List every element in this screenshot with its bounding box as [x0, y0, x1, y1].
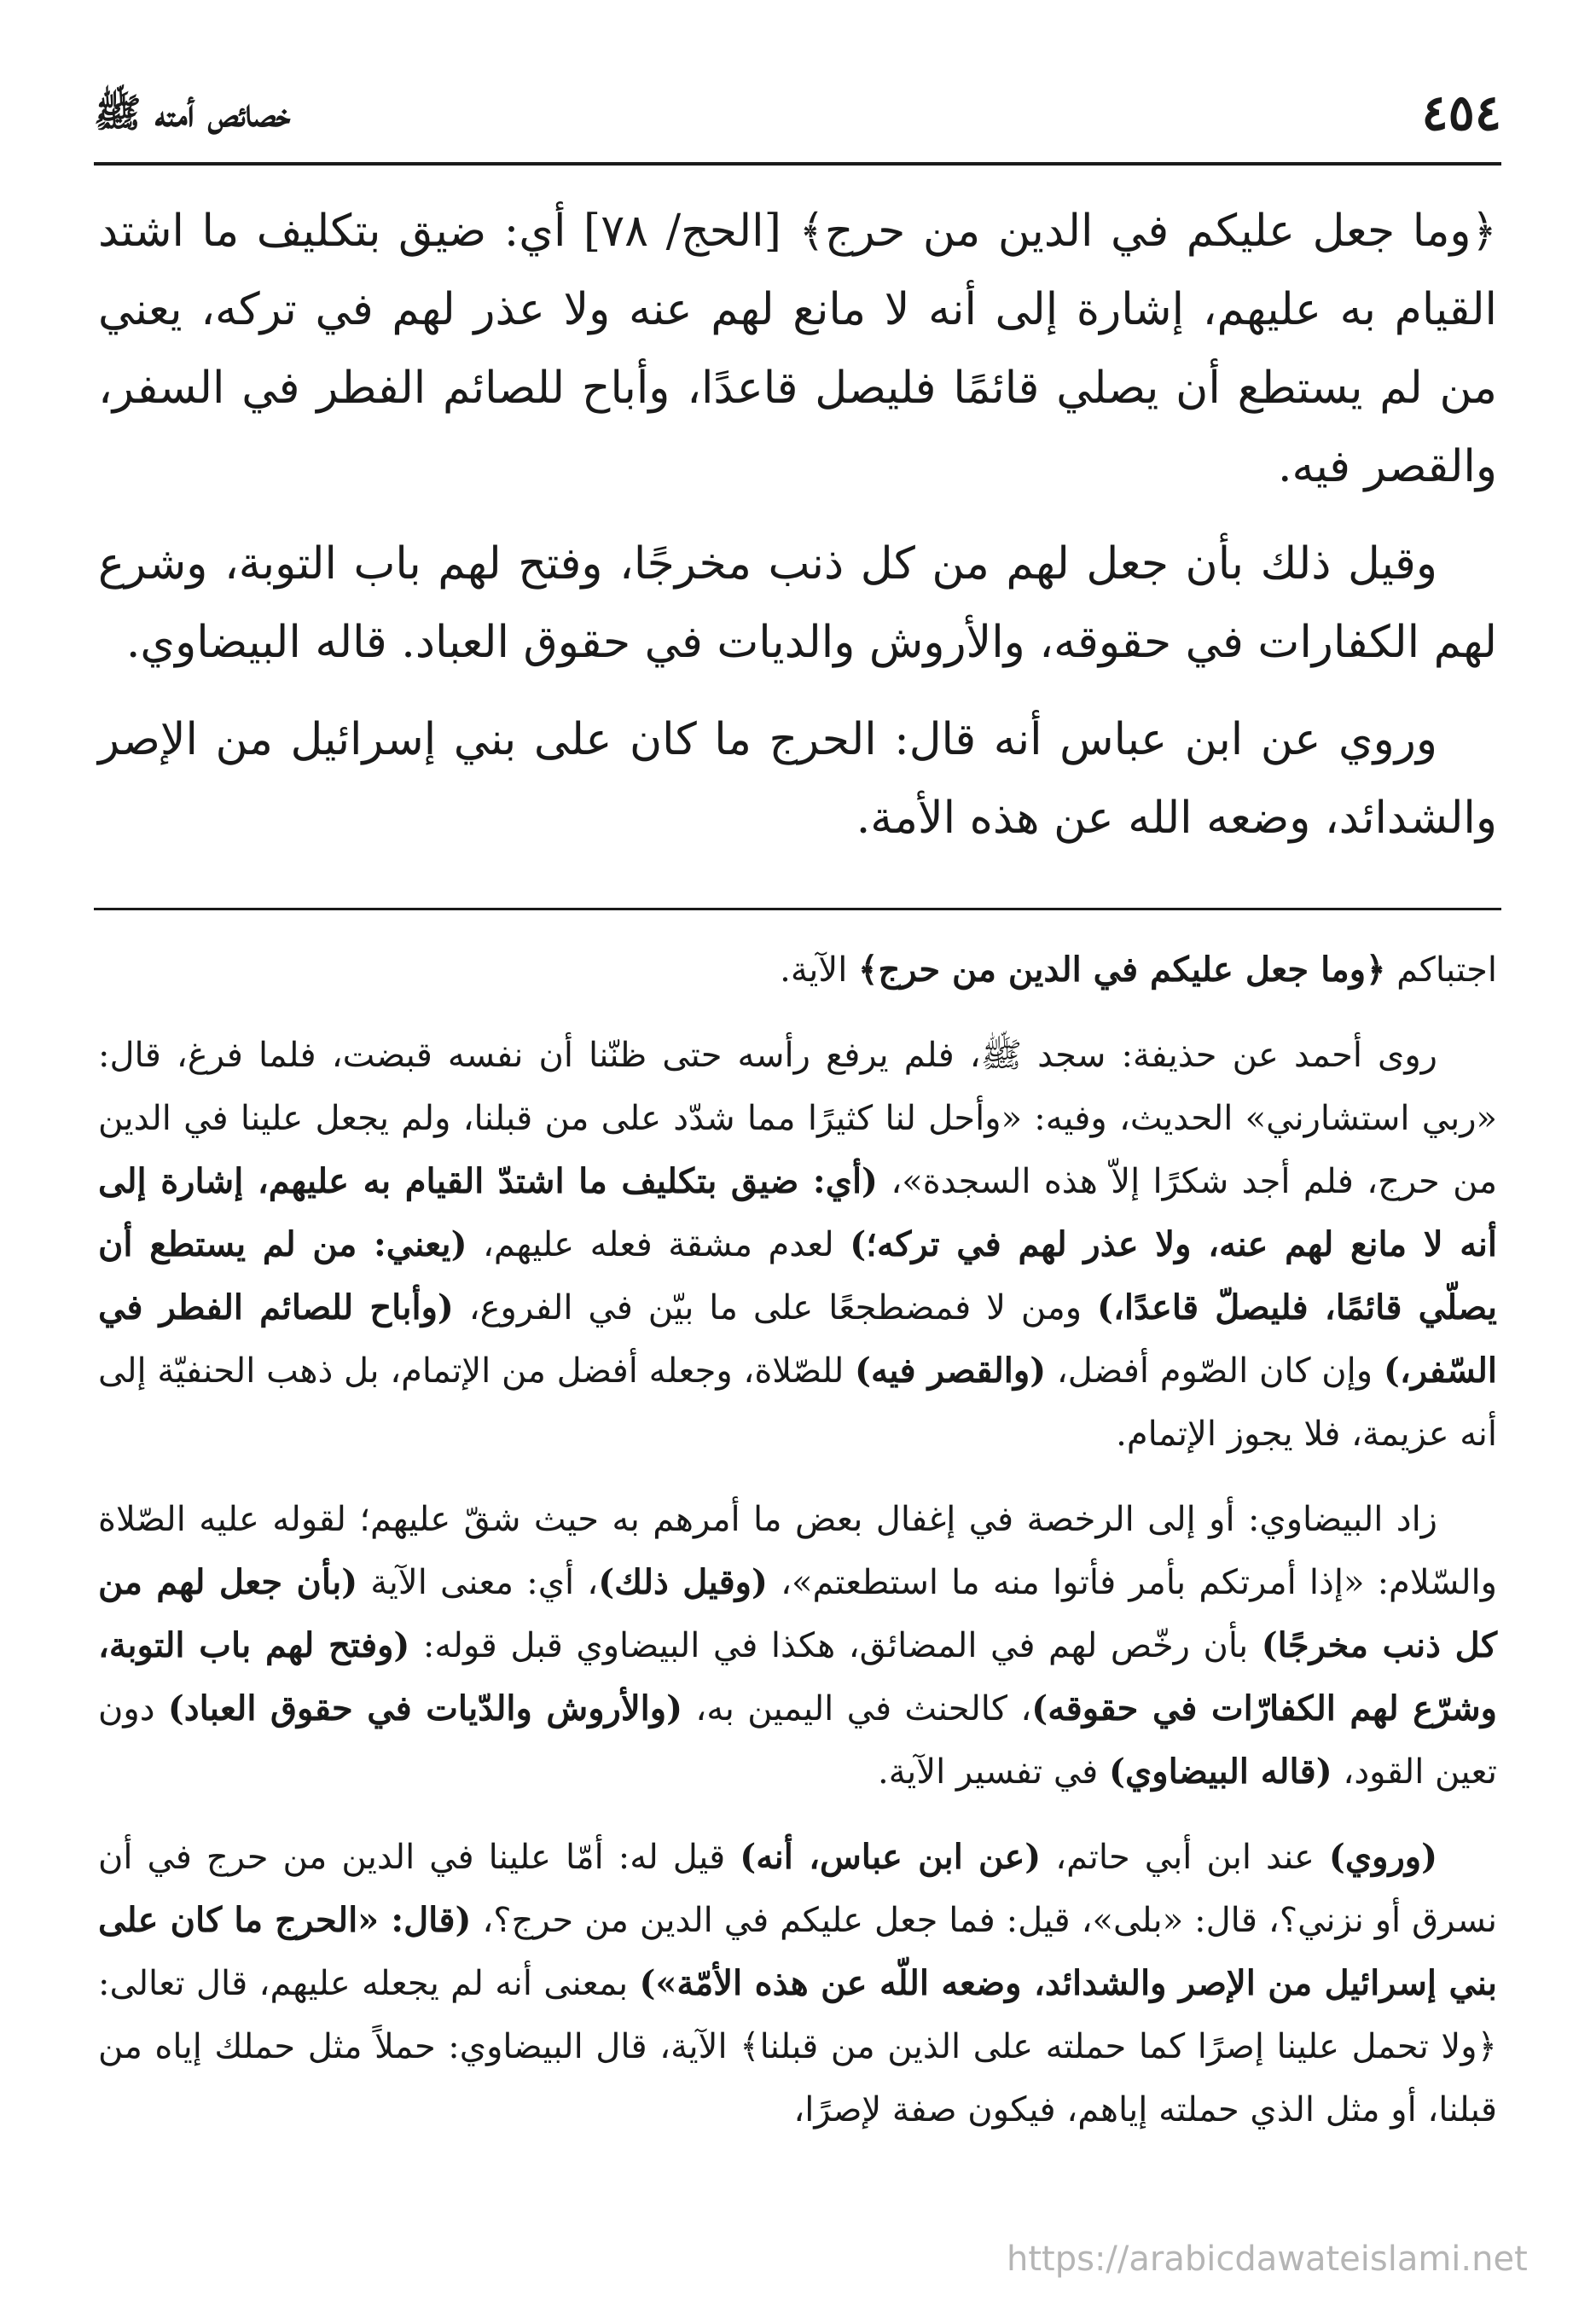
header-rule [94, 162, 1501, 166]
running-title: خصائص أمته ﷺ [94, 90, 291, 136]
commentary-text-run: قيل له: أمّا علينا في الدين من حرج في أن نسرق أو نزني؟، قال: «بلى»، قيل: فما جعل عليكم في الدين من حرج؟، [98, 1838, 1498, 1940]
commentary-text-run: ، أي: معنى الآية [357, 1563, 599, 1602]
main-text-paragraph: ﴿وما جعل عليكم في الدين من حرج﴾ [الحج/ ٧٨] أي: ضيق بتكليف ما اشتد القيام به عليهم، إشارة إلى أنه لا مانع لهم عنه ولا عذر لهم في تركه، يعني من لم يستطع أن يصلي قائمًا فليصل قاعدًا، وأباح للصائم الفطر في السفر، والقصر فيه. [98, 206, 1497, 492]
quoted-text: ﴿وما جعل عليكم في الدين من حرج﴾ [858, 950, 1386, 990]
commentary-text-run: في تفسير الآية. [878, 1752, 1110, 1792]
main-text-paragraph: وروي عن ابن عباس أنه قال: الحرج ما كان على بني إسرائيل من الإصر والشدائد، وضعه الله عن هذه الأمة. [98, 714, 1497, 844]
main-text-paragraph: وقيل ذلك بأن جعل لهم من كل ذنب مخرجًا، وفتح لهم باب التوبة، وشرع لهم الكفارات في حقوقه، والأروش والديات في حقوق العباد. قاله البيضاوي. [98, 538, 1497, 668]
quoted-text: (بأن جعل لهم من كل ذنب مخرجًا) [98, 1562, 1497, 1665]
commentary-divider [94, 908, 1501, 910]
quoted-text: (قال: «الحرج ما كان على بني إسرائيل من الإصر والشدائد، وضعه اللّه عن هذه الأمّة») [98, 1900, 1497, 2003]
commentary-text-run: دون تعين القود، [98, 1689, 1497, 1792]
commentary-paragraph [98, 1488, 1497, 1804]
commentary-paragraph [98, 1024, 1497, 1466]
commentary-text-run: وإن كان الصّوم أفضل، [1046, 1351, 1384, 1391]
commentary-text-run: ومن لا فمضطجعًا على ما بيّن في الفروع، [453, 1288, 1098, 1328]
quoted-text: (والأروش والدّيات في حقوق العباد) [167, 1688, 683, 1728]
quoted-text: (وقيل ذلك) [598, 1562, 768, 1602]
quoted-text: (وفتح لهم باب التوبة، وشرّع لهم الكفارّات في حقوقه) [98, 1625, 1498, 1728]
quoted-text: (أي: ضيق بتكليف ما اشتدّ القيام به عليهم، إشارة إلى أنه لا مانع لهم عنه، ولا عذر لهم في تركه؛) [98, 1161, 1497, 1264]
commentary-text-run: لعدم مشقة فعله عليهم، [467, 1225, 850, 1264]
commentary-paragraph [98, 938, 1497, 1002]
commentary-text-run: ، كالحنث في اليمين به، [682, 1689, 1032, 1728]
quoted-text: (يعني: من لم يستطع أن يصلّي قائمًا، فليصلّ قاعدًا،) [98, 1224, 1497, 1328]
quoted-text: (وروي) [1328, 1837, 1437, 1877]
page-number: ٤٥٤ [1421, 84, 1501, 142]
commentary-paragraph [98, 1826, 1497, 2141]
commentary-text-run: عند ابن أبي حاتم، [1041, 1838, 1329, 1877]
commentary-text-run: زاد البيضاوي: أو إلى الرخصة في إغفال بعض ما أمرهم به حيث شقّ عليهم؛ لقوله عليه الصّلاة والسّلام: «إذا أمرتكم بأمر فأتوا منه ما استطعتم»، [98, 1500, 1497, 1602]
main-text [98, 192, 1497, 876]
commentary-text-run: الآية. [780, 950, 859, 990]
commentary-text-run: بأن رخّص لهم في المضائق، هكذا في البيضاوي قبل قوله: [409, 1626, 1262, 1665]
commentary-text-run: اجتباكم [1385, 950, 1497, 990]
quoted-text: (قاله البيضاوي) [1109, 1752, 1332, 1792]
commentary-text-run: للصّلاة، وجعله أفضل من الإتمام، بل ذهب الحنفيّة إلى أنه عزيمة، فلا يجوز الإتمام. [98, 1351, 1497, 1454]
quoted-text: (عن ابن عباس، أنه) [740, 1837, 1042, 1877]
quoted-text: (وأباح للصائم الفطر في السّفر،) [98, 1287, 1498, 1391]
commentary-text-run: روى أحمد عن حذيفة: سجد ﷺ، فلم يرفع رأسه حتى ظنّنا أن نفسه قبضت، فلما فرغ، قال: «ربي استشارني» الحديث، وفيه: «وأحل لنا كثيرًا مما شدّد على من قبلنا، ولم يجعل علينا في الدين من حرج، فلم أجد شكرًا إلاّ هذه السجدة»، [98, 1036, 1497, 1201]
source-watermark: https://arabicdawateislami.net [1007, 2240, 1528, 2279]
quoted-text: (والقصر فيه) [855, 1351, 1047, 1391]
commentary-text [98, 938, 1497, 2164]
page-header [94, 78, 1501, 147]
commentary-text-run: بمعنى أنه لم يجعله عليهم، قال تعالى: ﴿ولا تحمل علينا إصرًا كما حملته على الذين من قبلنا﴾ الآية، قال البيضاوي: حملاً مثل حملك إياه من قبلنا، أو مثل الذي حملته إياهم، فيكون صفة لإصرًا، [98, 1964, 1497, 2129]
